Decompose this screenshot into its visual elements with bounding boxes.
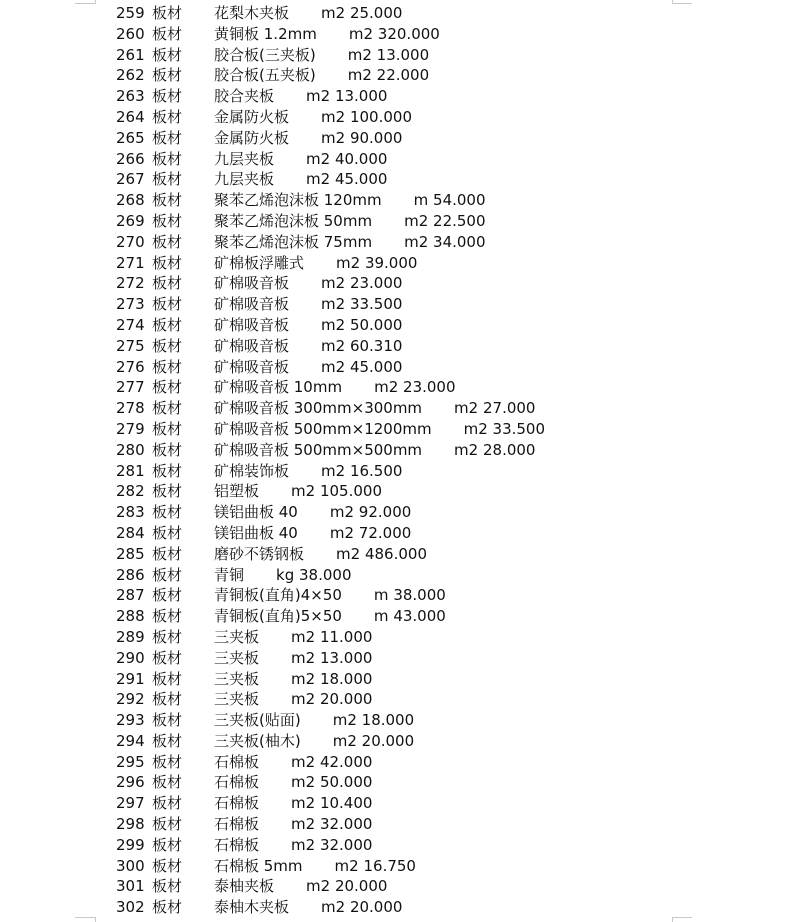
item-cat: 板材 <box>152 794 183 813</box>
item-name: 泰柚夹板 <box>214 877 275 896</box>
item-unit: m2 <box>321 461 346 480</box>
list-item <box>116 86 676 107</box>
item-unit: m2 <box>336 544 361 563</box>
item-unit: m2 <box>321 128 346 147</box>
item-name: 九层夹板 <box>214 170 275 189</box>
item-unit: m2 <box>348 24 374 43</box>
item-unit: m2 <box>321 4 346 22</box>
item-price: 27.000 <box>482 399 536 418</box>
item-name: 三夹板 <box>214 627 260 646</box>
item-num: 282 <box>116 482 145 501</box>
item-cat: 板材 <box>152 24 183 43</box>
list-item <box>116 606 676 627</box>
item-cat: 板材 <box>152 45 183 64</box>
list-item <box>116 149 676 170</box>
item-unit: m2 <box>374 378 399 397</box>
list-item <box>116 897 676 918</box>
item-unit: m2 <box>332 711 357 730</box>
item-price: 92.000 <box>358 503 412 522</box>
item-num: 263 <box>116 87 145 106</box>
item-cat: 板材 <box>152 461 183 480</box>
list-item <box>116 814 676 835</box>
list-item <box>116 793 676 814</box>
item-num: 261 <box>116 45 145 64</box>
item-price: 105.000 <box>319 482 382 501</box>
item-num: 275 <box>116 336 145 355</box>
list-item <box>116 772 676 793</box>
item-cat: 板材 <box>152 627 183 646</box>
item-unit: m2 <box>329 503 355 522</box>
list-item <box>116 502 676 523</box>
item-unit: m2 <box>321 107 346 126</box>
page-corner-mark <box>95 917 96 922</box>
item-name: 矿棉装饰板 <box>214 461 290 480</box>
list-item <box>116 273 676 294</box>
item-name: 青铜板(直角)5×50 <box>214 607 342 626</box>
item-cat: 板材 <box>152 232 183 251</box>
item-num: 286 <box>116 565 145 584</box>
item-num: 299 <box>116 835 145 854</box>
item-price: 20.000 <box>349 898 403 917</box>
item-cat: 板材 <box>152 711 183 730</box>
item-price: 60.310 <box>349 336 403 355</box>
list-item <box>116 190 676 211</box>
item-num: 296 <box>116 773 145 792</box>
item-unit: m2 <box>306 170 331 189</box>
item-cat: 板材 <box>152 565 183 584</box>
item-cat: 板材 <box>152 295 183 314</box>
item-cat: 板材 <box>152 357 183 376</box>
item-unit: m2 <box>291 835 316 854</box>
list-item <box>116 585 676 606</box>
item-cat: 板材 <box>152 856 183 875</box>
item-cat: 板材 <box>152 752 183 771</box>
item-unit: m2 <box>306 877 331 896</box>
list-item <box>116 211 676 232</box>
item-name: 矿棉吸音板 <box>214 336 290 355</box>
item-price: 39.000 <box>364 253 418 272</box>
item-name: 三夹板 <box>214 648 260 667</box>
item-name: 石棉板 <box>214 773 260 792</box>
item-num: 268 <box>116 191 145 210</box>
item-name: 石棉板 <box>214 794 260 813</box>
item-name: 石棉板 5mm <box>214 856 303 875</box>
item-cat: 板材 <box>152 773 183 792</box>
item-cat: 板材 <box>152 731 183 750</box>
item-price: 33.500 <box>492 419 546 438</box>
list-item <box>116 419 676 440</box>
item-unit: kg <box>276 565 295 584</box>
list-item <box>116 731 676 752</box>
item-cat: 板材 <box>152 107 183 126</box>
item-num: 274 <box>116 315 145 334</box>
item-cat: 板材 <box>152 482 183 501</box>
item-name: 矿棉吸音板 500mm×500mm <box>214 440 423 459</box>
item-unit: m2 <box>334 856 359 875</box>
item-unit: m <box>413 191 429 210</box>
item-num: 280 <box>116 440 145 459</box>
item-price: 18.000 <box>319 669 373 688</box>
item-name: 金属防火板 <box>214 128 290 147</box>
item-price: 486.000 <box>364 544 427 563</box>
list-item <box>116 336 676 357</box>
item-cat: 板材 <box>152 128 183 147</box>
item-price: 45.000 <box>349 357 403 376</box>
list-item <box>116 169 676 190</box>
item-price: 22.000 <box>376 66 430 85</box>
item-price: 32.000 <box>319 835 373 854</box>
item-num: 273 <box>116 295 145 314</box>
item-name: 矿棉吸音板 300mm×300mm <box>214 399 423 418</box>
item-unit: m2 <box>306 149 331 168</box>
item-name: 石棉板 <box>214 752 260 771</box>
item-price: 20.000 <box>334 877 388 896</box>
item-cat: 板材 <box>152 440 183 459</box>
list-item <box>116 565 676 586</box>
item-name: 黄铜板 1.2mm <box>214 24 317 43</box>
item-name: 三夹板 <box>214 690 260 709</box>
item-unit: m2 <box>291 794 316 813</box>
item-unit: m2 <box>291 752 316 771</box>
item-name: 青铜 <box>214 565 245 584</box>
item-name: 矿棉吸音板 <box>214 315 290 334</box>
item-unit: m2 <box>321 274 346 293</box>
item-num: 284 <box>116 523 145 542</box>
list-item <box>116 876 676 897</box>
list-item <box>116 461 676 482</box>
item-num: 295 <box>116 752 145 771</box>
item-name: 胶合夹板 <box>214 87 275 106</box>
item-unit: m2 <box>454 440 479 459</box>
item-unit: m <box>373 607 389 626</box>
item-price: 320.000 <box>377 24 440 43</box>
item-price: 13.000 <box>334 87 388 106</box>
item-unit: m2 <box>463 419 488 438</box>
list-item <box>116 752 676 773</box>
item-cat: 板材 <box>152 336 183 355</box>
item-num: 272 <box>116 274 145 293</box>
item-cat: 板材 <box>152 586 183 605</box>
item-unit: m2 <box>454 399 479 418</box>
item-price: 43.000 <box>393 607 446 626</box>
item-price: 100.000 <box>349 107 412 126</box>
item-unit: m2 <box>347 45 372 64</box>
item-name: 矿棉板浮雕式 <box>214 253 305 272</box>
list-item <box>116 107 676 128</box>
list-item <box>116 24 676 45</box>
item-name: 胶合板(五夹板) <box>214 66 316 85</box>
item-name: 矿棉吸音板 <box>214 357 290 376</box>
list-item <box>116 315 676 336</box>
item-price: 16.750 <box>363 856 416 875</box>
item-unit: m2 <box>291 773 316 792</box>
item-num: 288 <box>116 607 145 626</box>
item-unit: m2 <box>404 211 429 230</box>
item-unit: m2 <box>404 232 429 251</box>
item-name: 铝塑板 <box>214 482 260 501</box>
item-cat: 板材 <box>152 87 183 106</box>
item-num: 290 <box>116 648 145 667</box>
list-item <box>116 856 676 877</box>
item-name: 矿棉吸音板 500mm×1200mm <box>214 419 432 438</box>
item-cat: 板材 <box>152 274 183 293</box>
item-num: 260 <box>116 24 145 43</box>
list-item <box>116 3 676 24</box>
item-price: 10.400 <box>319 794 373 813</box>
item-num: 301 <box>116 877 145 896</box>
item-cat: 板材 <box>152 315 183 334</box>
list-item <box>116 481 676 502</box>
item-cat: 板材 <box>152 835 183 854</box>
item-cat: 板材 <box>152 149 183 168</box>
item-cat: 板材 <box>152 544 183 563</box>
item-num: 283 <box>116 503 145 522</box>
item-name: 矿棉吸音板 <box>214 274 290 293</box>
item-name: 聚苯乙烯泡沫板 50mm <box>214 211 373 230</box>
item-name: 聚苯乙烯泡沫板 75mm <box>214 232 373 251</box>
item-price: 42.000 <box>319 752 373 771</box>
item-name: 泰柚木夹板 <box>214 898 290 917</box>
item-num: 293 <box>116 711 145 730</box>
item-unit: m <box>373 586 389 605</box>
item-cat: 板材 <box>152 399 183 418</box>
item-unit: m2 <box>321 295 346 314</box>
page-corner-mark <box>75 3 95 4</box>
list-item <box>116 835 676 856</box>
item-cat: 板材 <box>152 253 183 272</box>
item-unit: m2 <box>291 690 316 709</box>
item-num: 291 <box>116 669 145 688</box>
item-num: 278 <box>116 399 145 418</box>
item-name: 矿棉吸音板 10mm <box>214 378 343 397</box>
item-name: 金属防火板 <box>214 107 290 126</box>
item-cat: 板材 <box>152 898 183 917</box>
item-num: 259 <box>116 4 145 22</box>
item-name: 聚苯乙烯泡沫板 120mm <box>214 191 382 210</box>
item-price: 23.000 <box>403 378 456 397</box>
item-num: 262 <box>116 66 145 85</box>
item-num: 276 <box>116 357 145 376</box>
item-num: 287 <box>116 586 145 605</box>
item-name: 磨砂不锈钢板 <box>214 544 305 563</box>
item-unit: m2 <box>321 336 346 355</box>
item-num: 264 <box>116 107 145 126</box>
item-cat: 板材 <box>152 211 183 230</box>
item-num: 294 <box>116 731 145 750</box>
item-cat: 板材 <box>152 877 183 896</box>
item-name: 胶合板(三夹板) <box>214 45 316 64</box>
item-unit: m2 <box>291 669 316 688</box>
item-unit: m2 <box>321 898 346 917</box>
item-price: 50.000 <box>319 773 373 792</box>
item-price: 45.000 <box>334 170 388 189</box>
item-cat: 板材 <box>152 191 183 210</box>
item-num: 297 <box>116 794 145 813</box>
item-name: 镁铝曲板 40 <box>214 503 298 522</box>
list-item <box>116 294 676 315</box>
item-name: 花梨木夹板 <box>214 4 290 22</box>
item-unit: m2 <box>347 66 372 85</box>
item-num: 271 <box>116 253 145 272</box>
item-num: 298 <box>116 815 145 834</box>
item-unit: m2 <box>291 648 316 667</box>
item-unit: m2 <box>291 627 316 646</box>
item-price: 28.000 <box>482 440 536 459</box>
item-price: 38.000 <box>299 565 352 584</box>
item-unit: m2 <box>336 253 361 272</box>
item-unit: m2 <box>329 523 355 542</box>
item-unit: m2 <box>321 357 346 376</box>
item-price: 40.000 <box>334 149 388 168</box>
item-price: 25.000 <box>349 4 403 22</box>
item-unit: m2 <box>291 815 316 834</box>
item-num: 281 <box>116 461 145 480</box>
item-cat: 板材 <box>152 669 183 688</box>
item-cat: 板材 <box>152 648 183 667</box>
item-num: 277 <box>116 378 145 397</box>
item-num: 265 <box>116 128 145 147</box>
item-name: 矿棉吸音板 <box>214 295 290 314</box>
item-price: 54.000 <box>433 191 486 210</box>
item-num: 285 <box>116 544 145 563</box>
item-num: 292 <box>116 690 145 709</box>
list-item <box>116 523 676 544</box>
item-price: 33.500 <box>349 295 403 314</box>
item-price: 72.000 <box>358 523 412 542</box>
list-item <box>116 65 676 86</box>
item-price: 13.000 <box>376 45 430 64</box>
item-cat: 板材 <box>152 607 183 626</box>
item-num: 302 <box>116 898 145 917</box>
list-item <box>116 45 676 66</box>
item-num: 289 <box>116 627 145 646</box>
list-item <box>116 440 676 461</box>
item-unit: m2 <box>306 87 331 106</box>
list-item <box>116 377 676 398</box>
item-num: 270 <box>116 232 145 251</box>
item-num: 266 <box>116 149 145 168</box>
item-cat: 板材 <box>152 66 183 85</box>
list-item <box>116 648 676 669</box>
item-name: 九层夹板 <box>214 149 275 168</box>
list-item <box>116 669 676 690</box>
item-name: 镁铝曲板 40 <box>214 523 298 542</box>
page-corner-mark <box>75 917 95 918</box>
page-corner-mark <box>95 0 96 4</box>
item-name: 石棉板 <box>214 835 260 854</box>
item-name: 石棉板 <box>214 815 260 834</box>
item-name: 青铜板(直角)4×50 <box>214 586 342 605</box>
item-cat: 板材 <box>152 378 183 397</box>
item-num: 279 <box>116 419 145 438</box>
list-item <box>116 128 676 149</box>
list-item <box>116 253 676 274</box>
item-price: 18.000 <box>361 711 415 730</box>
item-price: 20.000 <box>319 690 373 709</box>
item-cat: 板材 <box>152 170 183 189</box>
item-unit: m2 <box>291 482 316 501</box>
item-num: 300 <box>116 856 145 875</box>
item-price: 13.000 <box>319 648 373 667</box>
item-cat: 板材 <box>152 815 183 834</box>
item-unit: m2 <box>321 315 346 334</box>
item-price: 20.000 <box>361 731 415 750</box>
item-num: 269 <box>116 211 145 230</box>
item-unit: m2 <box>332 731 357 750</box>
list-item <box>116 357 676 378</box>
item-cat: 板材 <box>152 4 183 22</box>
item-num: 267 <box>116 170 145 189</box>
item-name: 三夹板(贴面) <box>214 711 301 730</box>
item-cat: 板材 <box>152 690 183 709</box>
item-name: 三夹板 <box>214 669 260 688</box>
item-cat: 板材 <box>152 503 183 522</box>
material-price-list <box>116 3 676 918</box>
list-item <box>116 627 676 648</box>
item-price: 50.000 <box>349 315 403 334</box>
item-price: 34.000 <box>433 232 486 251</box>
list-item <box>116 689 676 710</box>
item-price: 11.000 <box>319 627 373 646</box>
list-item <box>116 398 676 419</box>
list-item <box>116 232 676 253</box>
item-price: 90.000 <box>349 128 403 147</box>
item-name: 三夹板(柚木) <box>214 731 301 750</box>
item-price: 32.000 <box>319 815 373 834</box>
item-cat: 板材 <box>152 523 183 542</box>
item-cat: 板材 <box>152 419 183 438</box>
item-price: 16.500 <box>349 461 403 480</box>
list-item <box>116 544 676 565</box>
item-price: 23.000 <box>349 274 403 293</box>
item-price: 22.500 <box>433 211 486 230</box>
item-price: 38.000 <box>393 586 446 605</box>
list-item <box>116 710 676 731</box>
